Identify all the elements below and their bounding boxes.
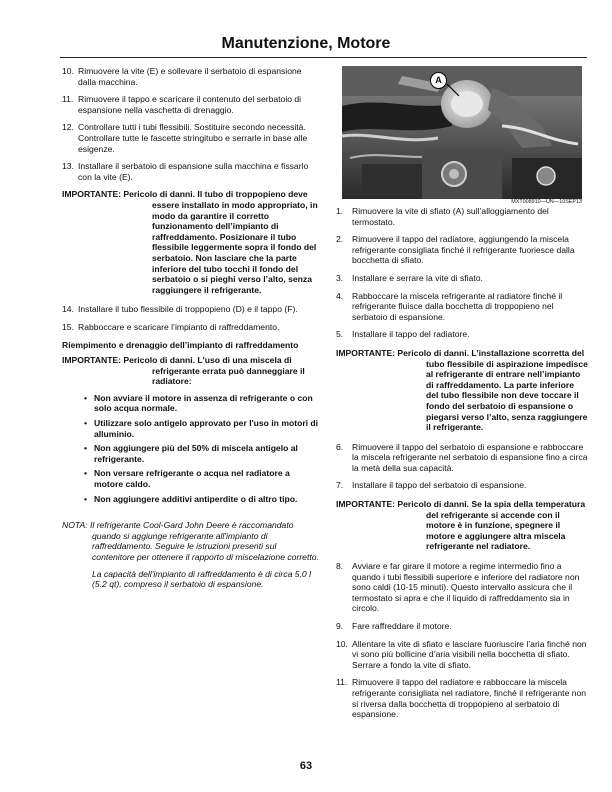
step-text: Installare il serbatoio di espansione sulla macchina e fissarlo con la vite (E).	[78, 161, 309, 182]
step-13	[62, 161, 320, 182]
left-column	[62, 66, 320, 590]
page-title: Manutenzione, Motore	[221, 35, 391, 52]
step-text: Installare e serrare la vite di sfiato.	[352, 272, 483, 283]
step-text: Rabboccare la miscela refrigerante al radiatore finché il refrigerante fluisce dalla bocchetta di troppopieno nel serbatoio di espansione.	[352, 290, 563, 322]
step-2	[336, 234, 588, 266]
important-notice-temp-light: IMPORTANTE: Pericolo di danni. Se la spia della temperatura del refrigerante si accende con il motore è in funzione, spegnere il motore e aggiungere altra miscela refrigerante nel radiatore.	[336, 499, 586, 552]
title-divider	[60, 57, 587, 58]
bullet-text: Non aggiungere più del 50% di miscela antigelo al refrigerante.	[94, 443, 298, 464]
page-number: 63	[299, 760, 313, 772]
step-text: Installare il tappo del serbatoio di espansione.	[352, 480, 527, 491]
step-9	[336, 621, 588, 632]
step-text: Rabboccare e scaricare l’impianto di raffreddamento.	[78, 321, 280, 332]
step-10-right	[336, 639, 588, 671]
bullet-icon: •	[84, 443, 88, 454]
note-paragraph: NOTA: Il refrigerante Cool-Gard John Deere è raccomandato quando si aggiunge refrigerante all'impianto di raffreddamento. Seguire le istruzioni presenti sul contenitore per ottenere il rapporto di miscelazione corretto.	[62, 520, 319, 562]
important-notice-coolant-mix: IMPORTANTE: Pericolo di danni. L'uso di una miscela di refrigerante errata può danneggiare il radiatore:	[62, 355, 305, 387]
step-number: 10.	[336, 638, 348, 649]
step-text: Installare il tubo flessibile di troppopieno (D) e il tappo (F).	[78, 304, 298, 315]
step-number: 12.	[62, 122, 74, 133]
step-number: 8.	[336, 561, 344, 572]
step-text: Avviare e far girare il motore a regime intermedio fino a quando i tubi flessibili superiore e inferiore del radiatore non sono caldi (10-15 minuti). Questo intervallo assicura che il termostato si apra e che il liquido di raffreddamento sia in circolo.	[352, 561, 580, 614]
step-11	[62, 94, 320, 115]
step-10	[62, 66, 320, 87]
bullet-text: Non avviare il motore in assenza di refrigerante o con solo acqua normale.	[94, 392, 313, 414]
step-number: 9.	[336, 621, 344, 631]
callout-a-text: A	[435, 75, 442, 85]
engine-photo	[342, 66, 582, 199]
step-number: 11.	[336, 677, 348, 688]
right-column	[336, 206, 588, 727]
figure-caption: MXT008910—UN—10SEP13	[511, 199, 582, 205]
step-number: 6.	[336, 441, 344, 452]
step-text: Rimuovere il tappo del radiatore, aggiungendo la miscela refrigerante consigliata finché il refrigerante fuoriesce dalla bocchetta di sfiato.	[352, 234, 575, 266]
step-text: Rimuovere la vite (E) e sollevare il serbatoio di espansione dalla macchina.	[78, 66, 302, 87]
step-number: 7.	[336, 480, 344, 491]
step-11-right	[336, 677, 588, 719]
bullet-item	[62, 418, 320, 439]
step-number: 5.	[336, 329, 344, 340]
important-notice-overflow-hose: IMPORTANTE: Pericolo di danni. Il tubo di troppopieno deve essere installato in modo appropriato, in modo da garantire il corretto funzionamento dell’impianto di raffreddamento. Posizionare il tubo flessibile leggermente sopra il fondo del serbatoio. Non lasciare che la parte inferiore del tubo tocchi il fondo del serbatoio o si pieghi verso l’alto, senza raggiungere il refrigerante.	[62, 189, 318, 295]
step-text: Rimuovere il tappo e scaricare il contenuto del serbatoio di espansione nella vaschetta di drenaggio.	[78, 94, 302, 115]
bullet-icon: •	[84, 392, 88, 403]
step-number: 14.	[62, 304, 74, 315]
step-text: Rimuovere la vite di sfiato (A) sull’alloggiamento del termostato.	[352, 206, 549, 227]
step-8	[336, 561, 588, 614]
step-number: 13.	[62, 161, 74, 172]
bullet-icon: •	[84, 468, 88, 479]
step-4	[336, 291, 588, 323]
step-14	[62, 304, 320, 315]
important-notice-suction-hose: IMPORTANTE: Pericolo di danni. L’installazione scorretta del tubo flessibile di aspirazione impedisce al refrigerante di entrare nell’impianto di raffreddamento. La parte inferiore del tubo flessibile non deve toccare il fondo del serbatoio di espansione o piegarsi verso l’alto, senza raggiungere il refrigerante.	[336, 347, 588, 433]
step-text: Rimuovere il tappo del radiatore e rabboccare la miscela refrigerante consigliata nel radiatore, finché il refrigerante non si riversa dalla bocchetta di troppopieno al serbatoio di espansione.	[352, 677, 587, 720]
step-text: Fare raffreddare il motore.	[352, 621, 452, 631]
bullet-text: Non versare refrigerante o acqua nel radiatore a motore caldo.	[94, 468, 290, 489]
step-text: Rimuovere il tappo del serbatoio di espansione e rabboccare la miscela refrigerante nel serbatoio di espansione fino a circa la metà della sua capacità.	[352, 441, 588, 473]
step-number: 3.	[336, 272, 344, 283]
bullet-item	[62, 443, 320, 464]
step-15	[62, 322, 320, 333]
bullet-text: Non aggiungere additivi antiperdite o di altro tipo.	[94, 493, 298, 504]
step-1	[336, 206, 588, 227]
bullet-item	[62, 494, 320, 505]
step-number: 1.	[336, 206, 344, 216]
step-number: 10.	[62, 66, 74, 76]
step-5	[336, 329, 588, 340]
step-7	[336, 480, 588, 491]
bullet-item	[62, 393, 320, 414]
step-3	[336, 273, 588, 284]
step-12	[62, 122, 320, 154]
step-text: Controllare tutti i tubi flessibili. Sostituire secondo necessità. Controllare tutte le fascette stringitubo e serrarle in base alle esigenze.	[78, 122, 308, 154]
callout-a-label	[430, 72, 447, 89]
step-number: 4.	[336, 290, 344, 301]
note-capacity: La capacità dell'impianto di raffreddamento è di circa 5,0 l (5.2 qt), compreso il serbatoio di espansione.	[92, 568, 311, 590]
section-subheading: Riempimento e drenaggio dell’impianto di raffreddamento	[62, 340, 299, 351]
bullet-text: Utilizzare solo antigelo approvato per l'uso in motori di alluminio.	[94, 418, 319, 439]
step-number: 11.	[62, 94, 74, 105]
bullet-icon: •	[84, 418, 88, 429]
step-6	[336, 442, 588, 474]
step-number: 2.	[336, 234, 344, 245]
bullet-item	[62, 468, 320, 489]
bullet-icon: •	[84, 493, 88, 504]
step-text: Installare il tappo del radiatore.	[352, 329, 470, 340]
step-text: Allentare la vite di sfiato e lasciare fuoriuscire l’aria finché non vi sono più bollicine d’aria visibili nella bocchetta di sfiato. Serrare a fondo la vite di sfiato.	[352, 638, 587, 670]
step-number: 15.	[62, 321, 74, 332]
